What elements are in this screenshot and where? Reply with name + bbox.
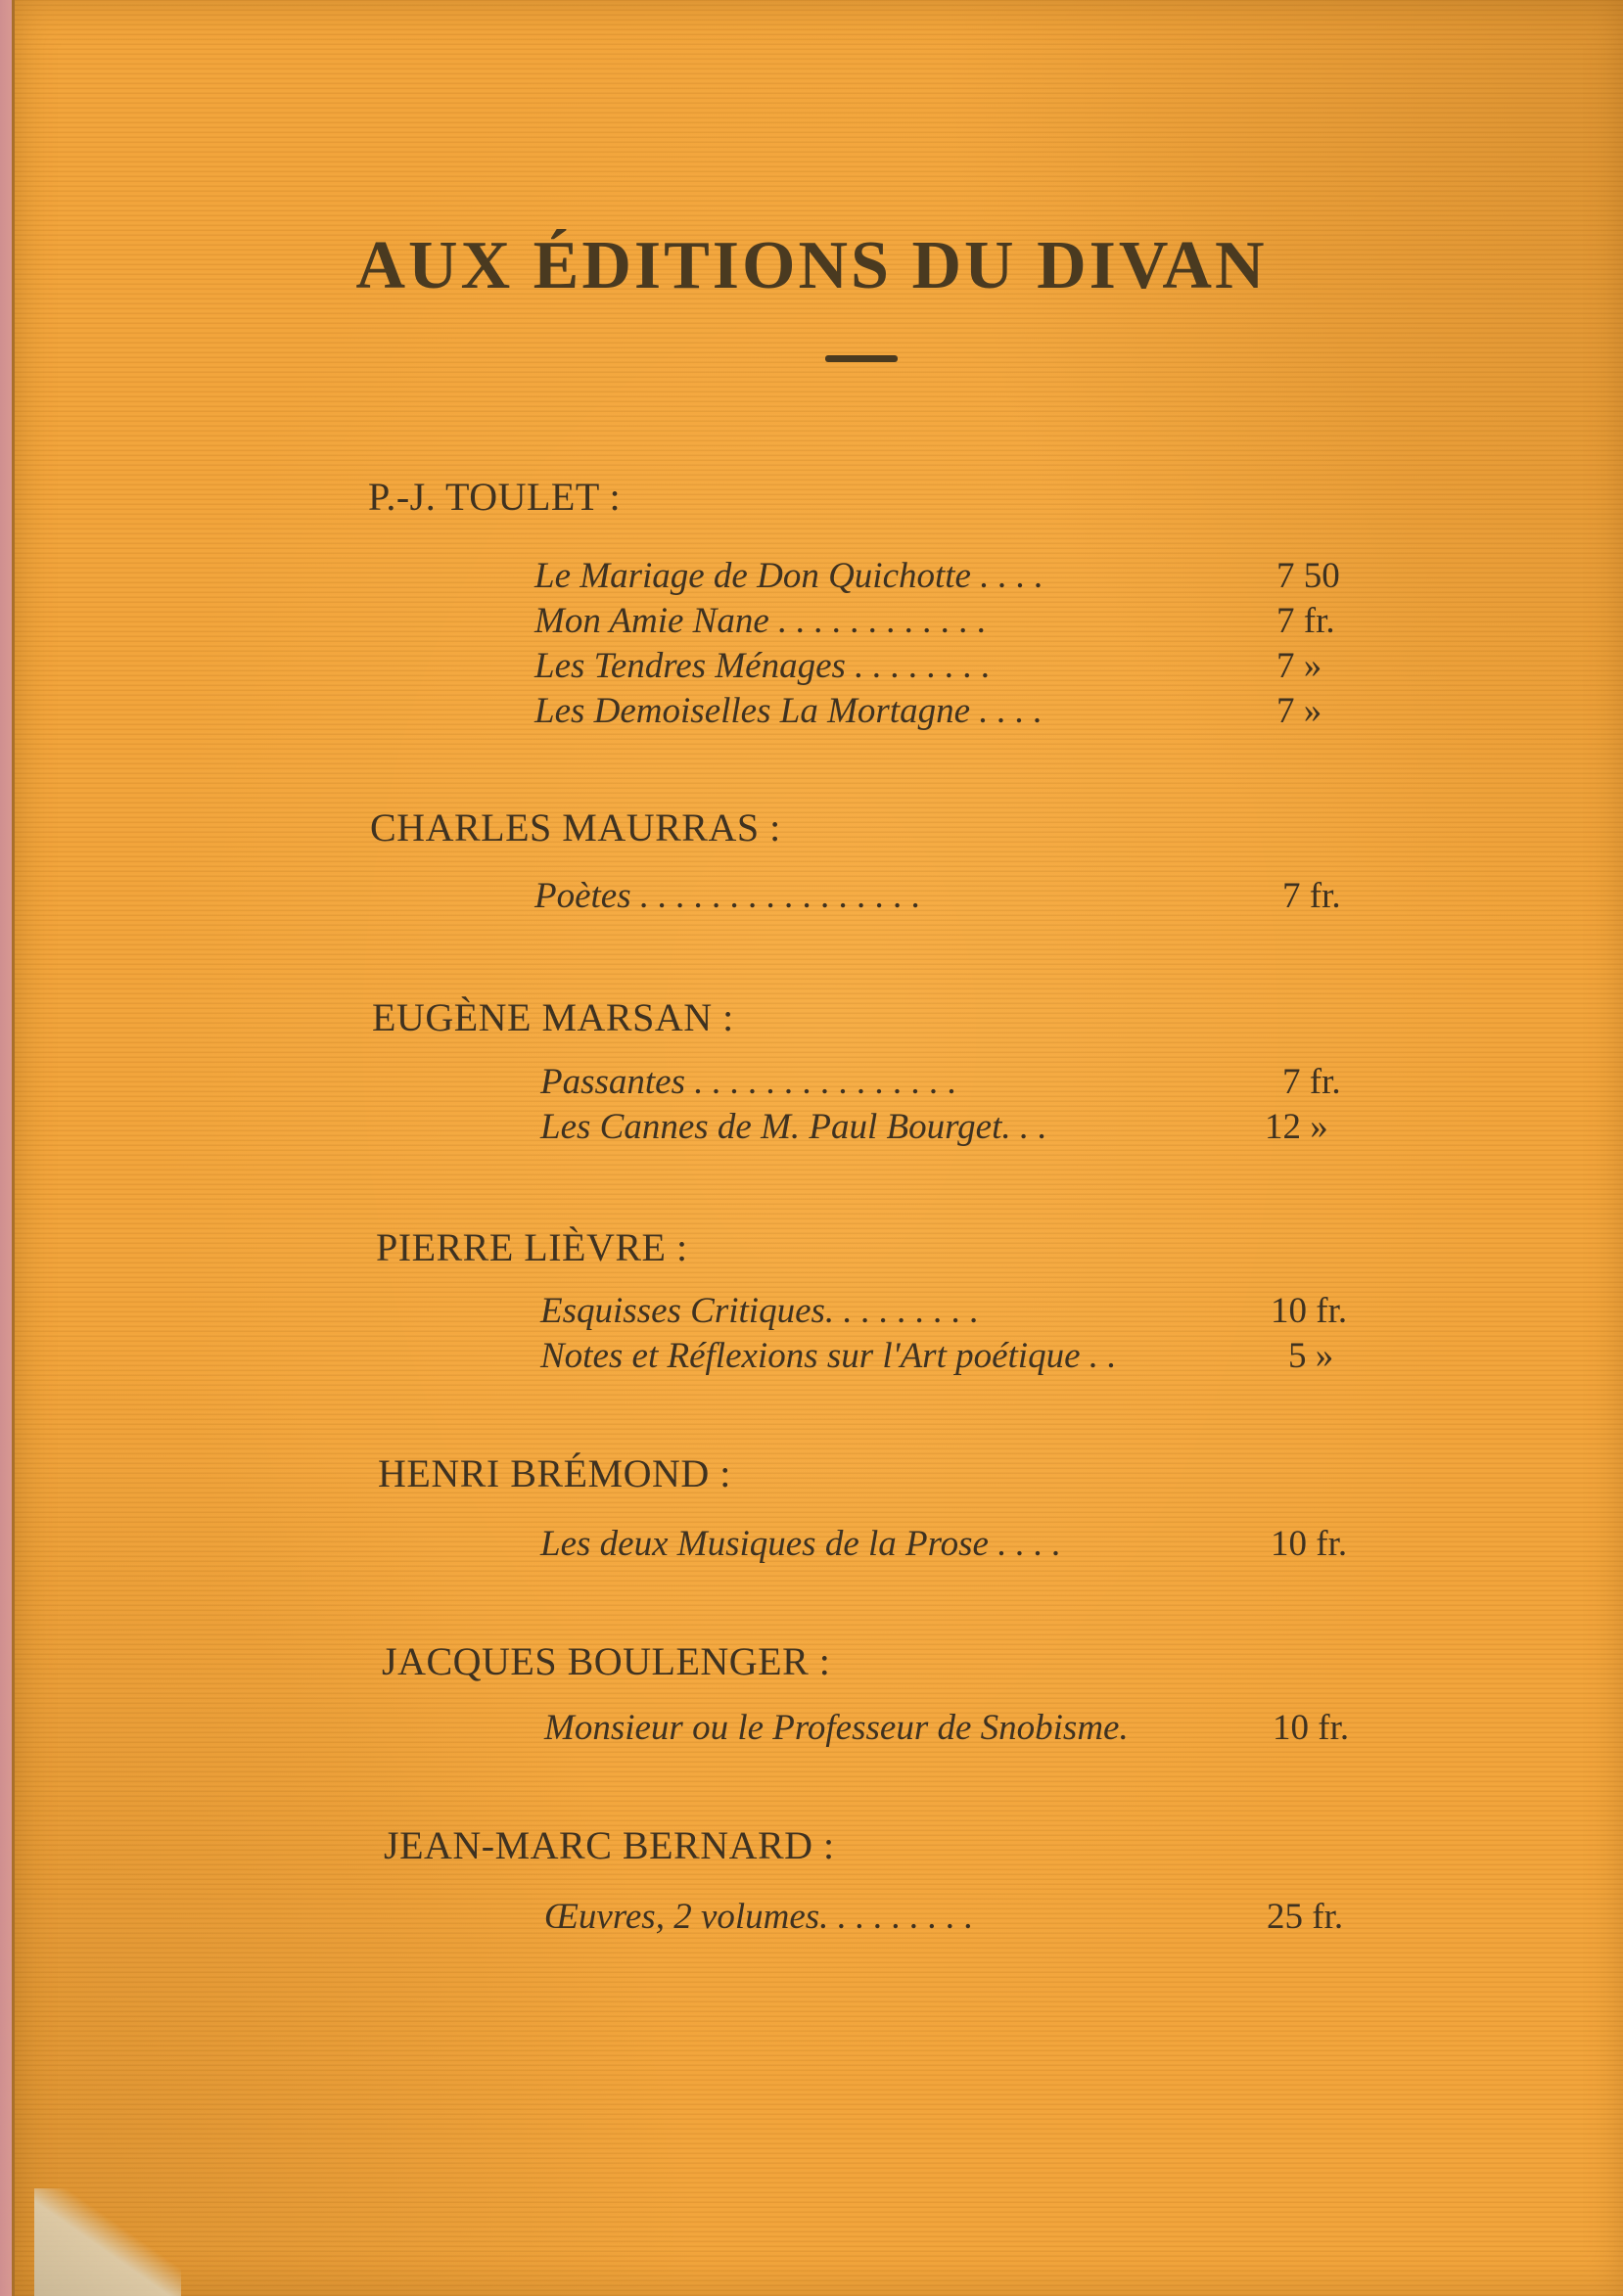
- book-entry: [540, 1334, 1617, 1379]
- book-title: Notes et Réflexions sur l'Art poétique . .: [540, 1336, 1117, 1376]
- book-entry: [540, 1060, 1617, 1105]
- book-title: Œuvres, 2 volumes. . . . . . . . .: [544, 1897, 974, 1937]
- book-price: 10 fr.: [1273, 1708, 1350, 1748]
- book-entry: [534, 874, 1611, 919]
- book-title: Passantes . . . . . . . . . . . . . . .: [540, 1062, 957, 1102]
- book-title: Les Demoiselles La Mortagne . . . .: [534, 691, 1043, 731]
- book-list: [544, 1706, 1621, 1751]
- book-list: [534, 554, 1611, 734]
- author-name: JEAN-MARC BERNARD :: [384, 1823, 835, 1867]
- book-price: 7 fr.: [1282, 1062, 1341, 1102]
- author-name: CHARLES MAURRAS :: [370, 805, 781, 850]
- book-entry: [534, 644, 1611, 689]
- book-price: 10 fr.: [1271, 1291, 1348, 1331]
- book-entry: [544, 1895, 1621, 1940]
- author-name: P.-J. TOULET :: [368, 475, 622, 519]
- author-block: [368, 474, 1445, 521]
- book-entry: [540, 1522, 1617, 1567]
- book-list: [540, 1289, 1617, 1379]
- book-title: Les Tendres Ménages . . . . . . . .: [534, 646, 991, 686]
- author-block: [370, 804, 1447, 851]
- book-list: [534, 874, 1611, 919]
- book-entry: [534, 689, 1611, 734]
- book-entry: [540, 1289, 1617, 1334]
- book-title: Les Cannes de M. Paul Bourget. . .: [540, 1107, 1047, 1147]
- book-list: [540, 1060, 1617, 1150]
- page-title: AUX ÉDITIONS DU DIVAN: [355, 228, 1268, 303]
- book-title: Les deux Musiques de la Prose . . . .: [540, 1524, 1061, 1564]
- book-price: 12 »: [1265, 1107, 1328, 1147]
- book-title: Esquisses Critiques. . . . . . . . .: [540, 1291, 980, 1331]
- author-block: [372, 994, 1449, 1041]
- book-price: 7 »: [1276, 646, 1322, 686]
- author-name: PIERRE LIÈVRE :: [376, 1225, 688, 1269]
- author-block: [382, 1638, 1459, 1685]
- book-title: Mon Amie Nane . . . . . . . . . . . .: [534, 601, 987, 641]
- book-price: 7 fr.: [1282, 876, 1341, 916]
- book-entry: [534, 554, 1611, 599]
- book-entry: [544, 1706, 1621, 1751]
- book-list: [540, 1522, 1617, 1567]
- book-price: 7 »: [1276, 691, 1322, 731]
- book-list: [544, 1895, 1621, 1940]
- book-title: Monsieur ou le Professeur de Snobisme.: [544, 1708, 1129, 1748]
- author-name: HENRI BRÉMOND :: [378, 1451, 731, 1495]
- author-block: [376, 1224, 1453, 1271]
- book-entry: [540, 1105, 1617, 1150]
- author-name: EUGÈNE MARSAN :: [372, 995, 734, 1039]
- book-price: 10 fr.: [1271, 1524, 1348, 1564]
- book-price: 25 fr.: [1267, 1897, 1344, 1937]
- book-title: Le Mariage de Don Quichotte . . . .: [534, 556, 1043, 596]
- book-title: Poètes . . . . . . . . . . . . . . . .: [534, 876, 921, 916]
- author-block: [384, 1822, 1461, 1869]
- author-block: [378, 1450, 1455, 1497]
- author-name: JACQUES BOULENGER :: [382, 1639, 831, 1683]
- book-entry: [534, 599, 1611, 644]
- book-price: 5 »: [1288, 1336, 1334, 1376]
- book-price: 7 50: [1276, 556, 1340, 596]
- book-price: 7 fr.: [1276, 601, 1335, 641]
